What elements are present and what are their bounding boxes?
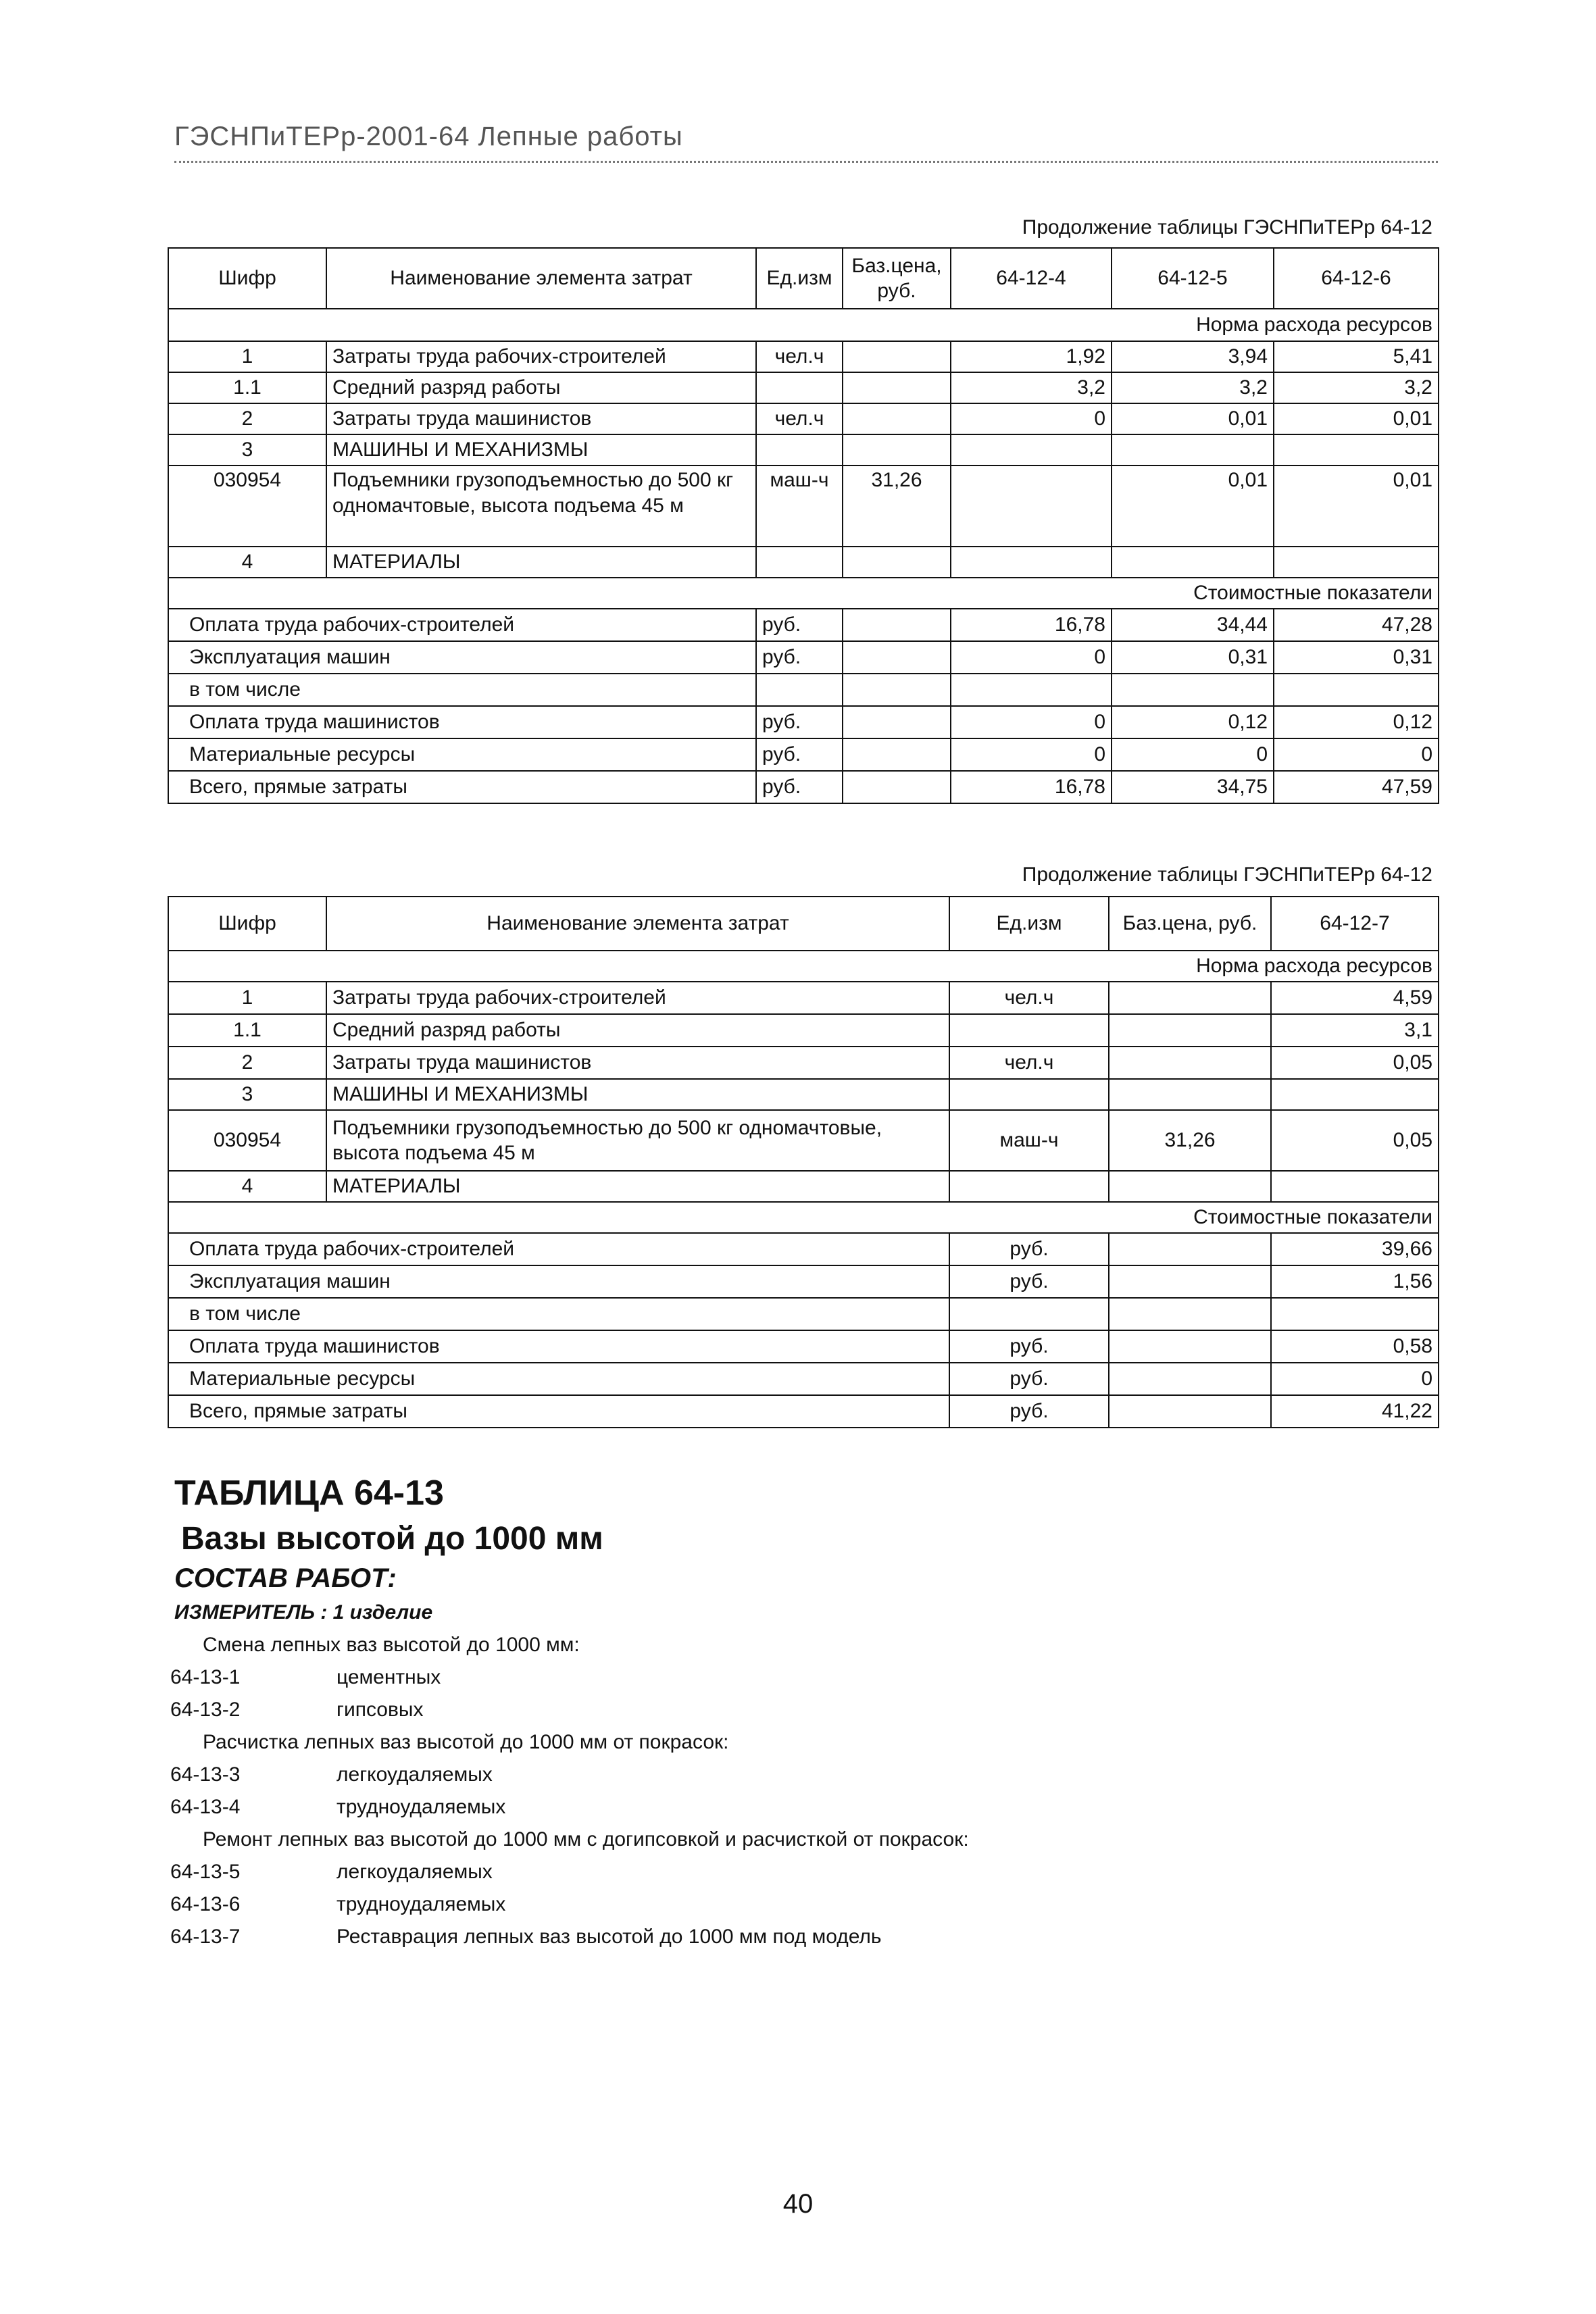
cost-unit: руб.	[949, 1395, 1109, 1428]
cost-label: Эксплуатация машин	[168, 1265, 949, 1298]
cost-row	[168, 1363, 1439, 1395]
item-code: 64-13-2	[170, 1699, 241, 1721]
row-price	[1109, 1047, 1271, 1079]
cost-row	[168, 641, 1439, 674]
item-desc: цементных	[336, 1666, 441, 1688]
row-unit: чел.ч	[949, 1047, 1109, 1079]
row-price	[843, 341, 951, 372]
row-name: Затраты труда рабочих-строителей	[326, 982, 949, 1014]
row-name: МАТЕРИАЛЫ	[326, 547, 756, 578]
row-price	[843, 403, 951, 434]
cost-label: Оплата труда рабочих-строителей	[168, 609, 756, 641]
row-value: 4,59	[1271, 982, 1439, 1014]
item-code: 64-13-5	[170, 1861, 241, 1883]
row-name: Средний разряд работы	[326, 1014, 949, 1047]
row-name: МАШИНЫ И МЕХАНИЗМЫ	[326, 1079, 949, 1110]
row-value: 0,05	[1271, 1110, 1439, 1171]
cost-unit: руб.	[949, 1265, 1109, 1298]
row-name: МАШИНЫ И МЕХАНИЗМЫ	[326, 434, 756, 466]
item-desc: трудноудаляемых	[336, 1893, 506, 1915]
row-name: Затраты труда машинистов	[326, 403, 756, 434]
row-unit: чел.ч	[756, 403, 843, 434]
work-composition-heading: СОСТАВ РАБОТ:	[174, 1563, 397, 1593]
cost-value: 0	[951, 706, 1112, 738]
row-price: 31,26	[1109, 1110, 1271, 1171]
cost-unit: руб.	[756, 738, 843, 771]
cost-value: 0,31	[1112, 641, 1274, 674]
cost-caption: Стоимостные показатели	[168, 1202, 1439, 1233]
table-row	[168, 1014, 1439, 1047]
cost-value: 47,59	[1274, 771, 1439, 803]
cost-value: 34,75	[1112, 771, 1274, 803]
col-header-64-12-5: 64-12-5	[1112, 248, 1274, 309]
col-header-unit: Ед.изм	[756, 248, 843, 309]
cost-value: 0	[951, 641, 1112, 674]
col-header-unit: Ед.изм	[949, 897, 1109, 951]
item-code: 64-13-6	[170, 1893, 241, 1915]
group-heading: Ремонт лепных ваз высотой до 1000 мм с догипсовкой и расчисткой от покрасок:	[203, 1828, 969, 1851]
row-code: 4	[168, 547, 326, 578]
section-subtitle: Вазы высотой до 1000 мм	[181, 1521, 603, 1557]
cost-value: 41,22	[1271, 1395, 1439, 1428]
cost-value: 0,31	[1274, 641, 1439, 674]
row-code: 2	[168, 1047, 326, 1079]
row-value: 1,92	[951, 341, 1112, 372]
row-value: 0,01	[1274, 466, 1439, 547]
item-desc: легкоудаляемых	[336, 1861, 493, 1883]
row-value: 3,2	[1112, 372, 1274, 403]
col-header-name: Наименование элемента затрат	[326, 897, 949, 951]
row-code: 1	[168, 341, 326, 372]
cost-unit: руб.	[756, 771, 843, 803]
cost-label: Материальные ресурсы	[168, 1363, 949, 1395]
row-code: 1.1	[168, 372, 326, 403]
item-desc: легкоудаляемых	[336, 1763, 493, 1786]
row-name: Подъемники грузоподъемностью до 500 кг одномачтовые, высота подъема 45 м	[326, 466, 756, 547]
row-unit: маш-ч	[949, 1110, 1109, 1171]
row-value: 3,2	[951, 372, 1112, 403]
table-row	[168, 341, 1439, 372]
cost-label: Всего, прямые затраты	[168, 771, 756, 803]
norm-caption: Норма расхода ресурсов	[168, 951, 1439, 982]
cost-row	[168, 1395, 1439, 1428]
table-row	[168, 1171, 1439, 1202]
item-desc: гипсовых	[336, 1699, 424, 1721]
col-header-64-12-6: 64-12-6	[1274, 248, 1439, 309]
cost-value: 0,12	[1112, 706, 1274, 738]
row-code: 3	[168, 434, 326, 466]
row-value: 3,94	[1112, 341, 1274, 372]
cost-value: 34,44	[1112, 609, 1274, 641]
row-name: Затраты труда рабочих-строителей	[326, 341, 756, 372]
cost-value: 0,12	[1274, 706, 1439, 738]
cost-value: 39,66	[1271, 1233, 1439, 1265]
cost-label: Всего, прямые затраты	[168, 1395, 949, 1428]
cost-value: 0	[1112, 738, 1274, 771]
cost-unit: руб.	[756, 641, 843, 674]
header-rule	[174, 161, 1438, 163]
running-header: ГЭСНПиТЕРр-2001-64 Лепные работы	[174, 122, 683, 151]
table-row	[168, 466, 1439, 547]
col-header-name: Наименование элемента затрат	[326, 248, 756, 309]
cost-unit: руб.	[949, 1363, 1109, 1395]
table2-continuation: Продолжение таблицы ГЭСНПиТЕРр 64-12	[1022, 863, 1432, 886]
row-code: 3	[168, 1079, 326, 1110]
col-header-64-12-7: 64-12-7	[1271, 897, 1439, 951]
cost-label: Оплата труда машинистов	[168, 706, 756, 738]
cost-value: 16,78	[951, 609, 1112, 641]
cost-row	[168, 1298, 1439, 1330]
table-row	[168, 982, 1439, 1014]
cost-row	[168, 738, 1439, 771]
row-value: 5,41	[1274, 341, 1439, 372]
row-price	[843, 372, 951, 403]
cost-label: Эксплуатация машин	[168, 641, 756, 674]
cost-value: 0	[1271, 1363, 1439, 1395]
group-heading: Смена лепных ваз высотой до 1000 мм:	[203, 1634, 580, 1656]
norm-caption: Норма расхода ресурсов	[168, 309, 1439, 341]
table-row	[168, 403, 1439, 434]
cost-unit: руб.	[756, 609, 843, 641]
row-value: 0,01	[1274, 403, 1439, 434]
row-code: 1	[168, 982, 326, 1014]
table-row	[168, 1047, 1439, 1079]
row-name: Подъемники грузоподъемностью до 500 кг одномачтовые, высота подъема 45 м	[326, 1110, 949, 1171]
row-value: 3,1	[1271, 1014, 1439, 1047]
table-row	[168, 547, 1439, 578]
table-row	[168, 372, 1439, 403]
cost-value: 1,56	[1271, 1265, 1439, 1298]
cost-unit: руб.	[949, 1233, 1109, 1265]
item-code: 64-13-3	[170, 1763, 241, 1786]
cost-value: 0	[951, 738, 1112, 771]
row-value	[951, 466, 1112, 547]
col-header-code: Шифр	[168, 248, 326, 309]
item-desc: Реставрация лепных ваз высотой до 1000 мм под модель	[336, 1926, 882, 1948]
cost-label: Оплата труда машинистов	[168, 1330, 949, 1363]
row-price: 31,26	[843, 466, 951, 547]
cost-row	[168, 1265, 1439, 1298]
cost-value: 16,78	[951, 771, 1112, 803]
item-code: 64-13-4	[170, 1796, 241, 1818]
table-row	[168, 1079, 1439, 1110]
row-price	[1109, 982, 1271, 1014]
row-name: МАТЕРИАЛЫ	[326, 1171, 949, 1202]
cost-label: Оплата труда рабочих-строителей	[168, 1233, 949, 1265]
cost-label: в том числе	[168, 1298, 949, 1330]
table2	[168, 896, 1439, 1428]
row-price	[1109, 1014, 1271, 1047]
row-value: 3,2	[1274, 372, 1439, 403]
measure-unit: ИЗМЕРИТЕЛЬ : 1 изделие	[174, 1601, 433, 1624]
row-unit	[756, 372, 843, 403]
table2-header-row	[168, 897, 1439, 951]
col-header-code: Шифр	[168, 897, 326, 951]
row-code: 1.1	[168, 1014, 326, 1047]
cost-row	[168, 1233, 1439, 1265]
cost-caption: Стоимостные показатели	[168, 578, 1439, 609]
item-code: 64-13-7	[170, 1926, 241, 1948]
col-header-64-12-4: 64-12-4	[951, 248, 1112, 309]
table-row	[168, 1110, 1439, 1171]
row-value: 0,01	[1112, 403, 1274, 434]
table-row	[168, 434, 1439, 466]
col-header-price: Баз.цена, руб.	[843, 248, 951, 309]
table1-continuation: Продолжение таблицы ГЭСНПиТЕРр 64-12	[1022, 216, 1432, 238]
row-unit: чел.ч	[949, 982, 1109, 1014]
page-number: 40	[782, 2189, 814, 2219]
row-code: 4	[168, 1171, 326, 1202]
cost-value: 0,58	[1271, 1330, 1439, 1363]
cost-unit: руб.	[949, 1330, 1109, 1363]
table1-header-row	[168, 248, 1439, 309]
row-code: 030954	[168, 466, 326, 547]
section-title: ТАБЛИЦА 64-13	[174, 1474, 444, 1513]
row-code: 030954	[168, 1110, 326, 1171]
row-unit: чел.ч	[756, 341, 843, 372]
row-name: Затраты труда машинистов	[326, 1047, 949, 1079]
group-heading: Расчистка лепных ваз высотой до 1000 мм от покрасок:	[203, 1731, 729, 1753]
row-unit	[949, 1014, 1109, 1047]
cost-unit: руб.	[756, 706, 843, 738]
cost-value: 0	[1274, 738, 1439, 771]
item-code: 64-13-1	[170, 1666, 241, 1688]
cost-row	[168, 609, 1439, 641]
row-value: 0,01	[1112, 466, 1274, 547]
cost-row	[168, 674, 1439, 706]
cost-label: в том числе	[168, 674, 756, 706]
row-value: 0,05	[1271, 1047, 1439, 1079]
row-name: Средний разряд работы	[326, 372, 756, 403]
col-header-price: Баз.цена, руб.	[1109, 897, 1271, 951]
cost-row	[168, 771, 1439, 803]
row-unit: маш-ч	[756, 466, 843, 547]
cost-label: Материальные ресурсы	[168, 738, 756, 771]
table1	[168, 247, 1439, 804]
item-desc: трудноудаляемых	[336, 1796, 506, 1818]
cost-row	[168, 706, 1439, 738]
row-code: 2	[168, 403, 326, 434]
cost-row	[168, 1330, 1439, 1363]
cost-value: 47,28	[1274, 609, 1439, 641]
row-value: 0	[951, 403, 1112, 434]
